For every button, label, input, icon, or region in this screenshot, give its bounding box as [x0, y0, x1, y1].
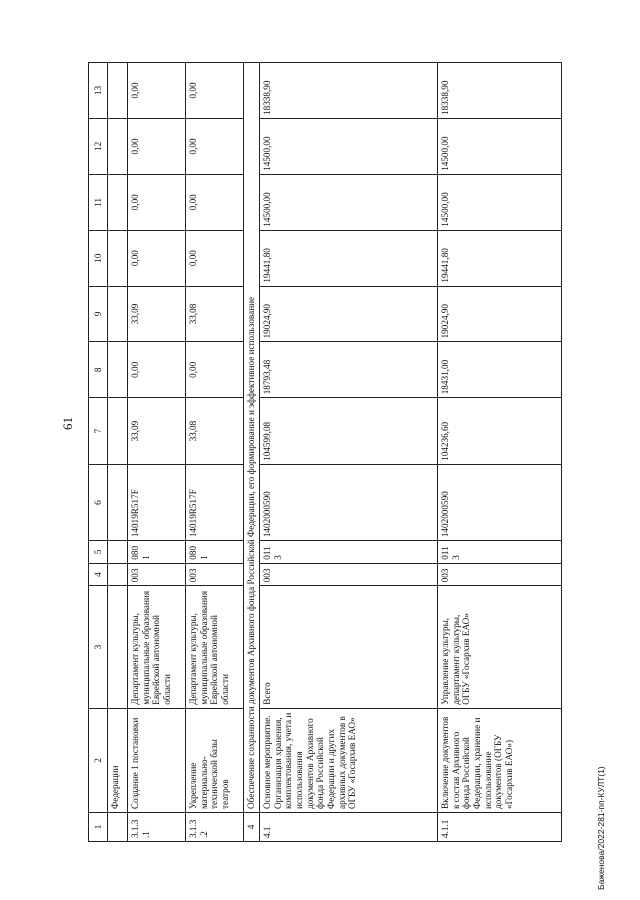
amount: 33,09: [128, 398, 186, 465]
header-cell: 4: [89, 563, 108, 586]
amount: 33,08: [186, 286, 244, 342]
header-row: [89, 63, 108, 842]
header-cell: 13: [89, 63, 108, 119]
row-num: 4.1.1: [438, 813, 562, 842]
table-row: [128, 63, 186, 842]
responsible: [108, 586, 128, 708]
code: 14019R517F: [128, 464, 186, 540]
code: 003: [260, 563, 438, 586]
code: [108, 541, 128, 564]
section-row: [244, 63, 260, 842]
responsible: Всего: [260, 586, 438, 708]
amount: 33,08: [186, 398, 244, 465]
amount: 14500,00: [438, 174, 562, 230]
header-cell: 8: [89, 342, 108, 398]
code: [108, 563, 128, 586]
amount: 19024,90: [260, 286, 438, 342]
code: 003: [128, 563, 186, 586]
amount: 104236,60: [438, 398, 562, 465]
amount: 14500,00: [260, 174, 438, 230]
amount: 14500,00: [260, 118, 438, 174]
amount: 19441,80: [438, 230, 562, 286]
amount: 0,00: [186, 118, 244, 174]
responsible: Департамент культуры, муниципальные образования Еврейской автономной области: [128, 586, 186, 708]
amount: 18793,48: [260, 342, 438, 398]
header-cell: 9: [89, 286, 108, 342]
amount: [108, 286, 128, 342]
amount: [108, 63, 128, 119]
row-num: 3.1.3 .2: [186, 813, 244, 842]
amount: 0,00: [128, 230, 186, 286]
amount: 0,00: [128, 118, 186, 174]
table-row: [186, 63, 244, 842]
header-cell: 7: [89, 398, 108, 465]
amount: 0,00: [186, 230, 244, 286]
code: 0801: [186, 541, 244, 564]
amount: [108, 398, 128, 465]
code: 1402000590: [438, 464, 562, 540]
amount: 18431,00: [438, 342, 562, 398]
row-num: [108, 813, 128, 842]
table-row: [108, 63, 128, 842]
amount: 0,00: [128, 63, 186, 119]
budget-table: [88, 62, 562, 842]
amount: [108, 118, 128, 174]
amount: 19441,80: [260, 230, 438, 286]
document-id: Баженова/2022-281-пп-КУЛТ(1): [596, 766, 606, 890]
amount: 18338,90: [438, 63, 562, 119]
table-row: [438, 63, 562, 842]
header-cell: 12: [89, 118, 108, 174]
activity-name: Включение документов в состав Архивного фонда Российской Федерации, хранение и использование документов (ОГБУ «Госархив ЕАО»): [438, 708, 562, 812]
code: 0801: [128, 541, 186, 564]
amount: 0,00: [186, 342, 244, 398]
code: 0113: [438, 541, 562, 564]
code: [108, 464, 128, 540]
activity-name: Основное мероприятие. Организация хранения, комплектования, учета и использования документов Архивного фонда Российской Федерации и других архивных документов в ОГБУ «Госархив ЕАО»: [260, 708, 438, 812]
activity-name: Укрепление материально-технической базы театров: [186, 708, 244, 812]
amount: 0,00: [128, 342, 186, 398]
section-num: 4: [244, 813, 260, 842]
row-num: 3.1.3 .1: [128, 813, 186, 842]
table-row: [260, 63, 438, 842]
code: 003: [186, 563, 244, 586]
code: 003: [438, 563, 562, 586]
amount: [108, 230, 128, 286]
amount: 104599,08: [260, 398, 438, 465]
amount: 0,00: [186, 63, 244, 119]
header-cell: 3: [89, 586, 108, 708]
row-num: 4.1: [260, 813, 438, 842]
rotated-table-container: [88, 62, 570, 842]
amount: 14500,00: [438, 118, 562, 174]
header-cell: 6: [89, 464, 108, 540]
amount: [108, 342, 128, 398]
amount: 33,09: [128, 286, 186, 342]
code: 1402000590: [260, 464, 438, 540]
activity-name: Создание 1 постановки: [128, 708, 186, 812]
amount: 19024,90: [438, 286, 562, 342]
code: 14019R517F: [186, 464, 244, 540]
amount: [108, 174, 128, 230]
header-cell: 5: [89, 541, 108, 564]
header-cell: 11: [89, 174, 108, 230]
amount: 18338,90: [260, 63, 438, 119]
header-cell: 10: [89, 230, 108, 286]
header-cell: 1: [89, 813, 108, 842]
header-cell: 2: [89, 708, 108, 812]
code: 0113: [260, 541, 438, 564]
amount: 0,00: [128, 174, 186, 230]
responsible: Департамент культуры, муниципальные образования Еврейской автономной области: [186, 586, 244, 708]
activity-name: Федерации: [108, 708, 128, 812]
amount: 0,00: [186, 174, 244, 230]
section-title: Обеспечение сохранности документов Архивного фонда Российской Федерации, его формирование и эффективное использование: [244, 63, 260, 813]
responsible: Управление культуры, департамент культуры, ОГБУ «Госархив ЕАО»: [438, 586, 562, 708]
page-number: 61: [60, 417, 75, 430]
